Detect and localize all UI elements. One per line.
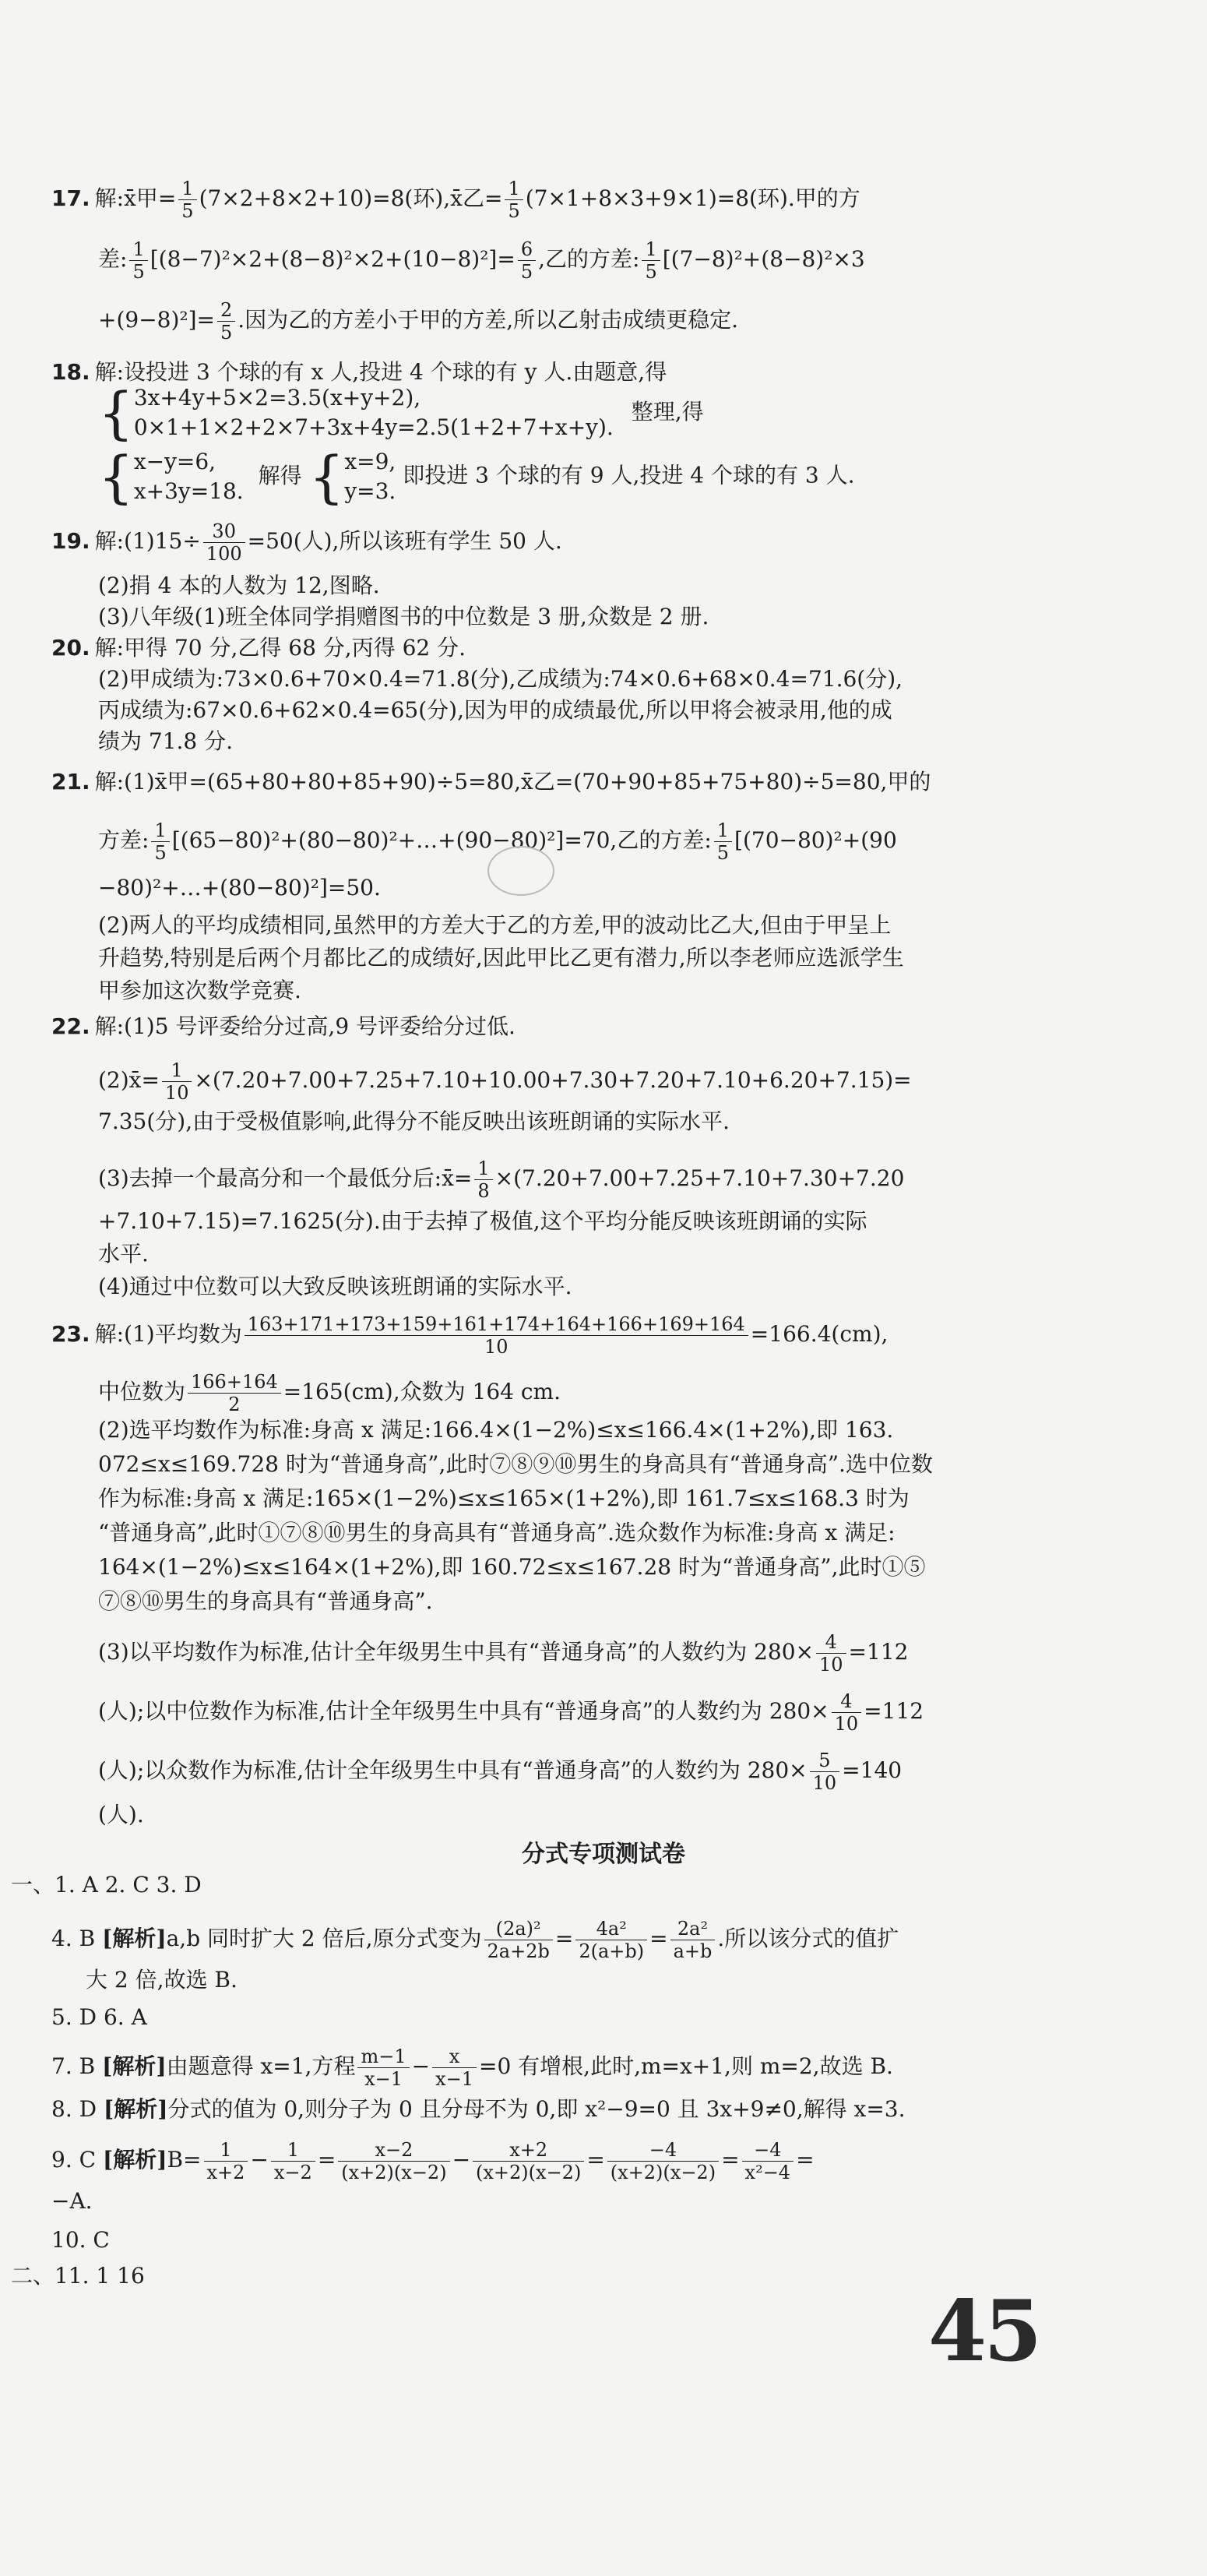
question-number: 19.	[51, 528, 90, 554]
fraction: $\frac{\text{(2a)²}}{2a+2b}$	[484, 1918, 553, 1962]
fraction: $\frac{5}{10}$	[810, 1750, 840, 1794]
q22-line-1: 22. 解:(1)5 号评委给分过高,9 号评委给分过低.	[51, 1013, 516, 1039]
q17-line-2: 差: $\frac{1}{5}$ [(8−7)²×2+(8−8)²×2+(10−8)²]= $\frac{6}{5}$ ,乙的方差: $\frac{1}{5}$ [(7−8)²+(8−8)²×3	[98, 238, 865, 283]
answer-7: 7. B [解析]由题意得 x=1,方程 $\frac{m-1}{x-1}$ − $\frac{x}{x-1}$ =0 有增根,此时,m=x+1,则 m=2,故选 B.	[51, 2046, 893, 2090]
fraction: $\frac{1}{5}$	[505, 178, 523, 222]
q19-line-1: 19. 解:(1)15÷ $\frac{30}{100}$ =50(人),所以该班有学生 50 人.	[51, 520, 562, 565]
q21-line-4: (2)两人的平均成绩相同,虽然甲的方差大于乙的方差,甲的波动比乙大,但由于甲呈上	[98, 912, 892, 938]
q21-line-6: 甲参加这次数学竞赛.	[98, 978, 301, 1003]
q23-line-11: (人);以众数作为标准,估计全年级男生中具有“普通身高”的人数约为 280× $\frac{5}{10}$ =140	[98, 1750, 903, 1794]
fraction: $\frac{1}{5}$	[714, 819, 732, 864]
fraction: $\frac{-4}{(x+2)(x-2)}$	[607, 2139, 719, 2183]
q20-line-4: 绩为 71.8 分.	[98, 728, 234, 754]
answer-4-line-1: 4. B [解析]a,b 同时扩大 2 倍后,原分式变为 $\frac{\text{(2a)²}}{2a+2b}$ = $\frac{\text{4a²}}{2(a+b)}$ = $\frac{\text{2a²}}{a+b}$ .所以该分式的值扩	[51, 1918, 899, 1962]
q23-line-12: (人).	[98, 1802, 144, 1827]
q18-system-1: { 3x+4y+5×2=3.5(x+y+2), 0×1+1×2+2×7+3x+4y=2.5(1+2+7+x+y). 整理,得	[98, 380, 704, 446]
answer-10: 10. C	[51, 2227, 110, 2253]
question-number: 18.	[51, 359, 90, 385]
q21-line-3: −80)²+…+(80−80)²]=50.	[98, 875, 381, 900]
q20-line-2: (2)甲成绩为:73×0.6+70×0.4=71.8(分),乙成绩为:74×0.6+68×0.4=71.6(分),	[98, 666, 903, 692]
q22-line-4: (3)去掉一个最高分和一个最低分后:x̄= $\frac{1}{8}$ ×(7.20+7.00+7.25+7.10+7.30+7.20	[98, 1158, 905, 1202]
fraction: $\frac{163+171+173+159+161+174+164+166+169+164}{10}$	[245, 1313, 748, 1358]
q22-line-2: (2)x̄= $\frac{1}{10}$ ×(7.20+7.00+7.25+7.10+10.00+7.30+7.20+7.10+6.20+7.15)=	[98, 1059, 912, 1104]
q18-system-2: { x−y=6, x+3y=18. 解得 { x=9, y=3. 即投进 3 个球的有 9 人,投进 4 个球的有 3 人.	[98, 444, 855, 509]
q23-line-7: 164×(1−2%)≤x≤164×(1+2%),即 160.72≤x≤167.28 时为“普通身高”,此时①⑤	[98, 1554, 926, 1580]
q23-line-5: 作为标准:身高 x 满足:165×(1−2%)≤x≤165×(1+2%),即 161.7≤x≤168.3 时为	[98, 1485, 910, 1511]
answer-1-3: 一、1. A 2. C 3. D	[11, 1872, 202, 1898]
fraction: $\frac{1}{5}$	[151, 819, 169, 864]
q23-line-1: 23. 解:(1)平均数为 $\frac{163+171+173+159+161+174+164+166+169+164}{10}$ =166.4(cm),	[51, 1313, 889, 1358]
page-number: 45	[928, 2282, 1040, 2380]
fraction: $\frac{4}{10}$	[816, 1631, 846, 1676]
fraction: $\frac{1}{5}$	[129, 238, 147, 283]
question-number: 20.	[51, 635, 90, 661]
q20-line-3: 丙成绩为:67×0.6+62×0.4=65(分),因为甲的成绩最优,所以甲将会被录用,他的成	[98, 697, 892, 723]
fraction: $\frac{30}{100}$	[203, 520, 245, 565]
fraction: $\frac{1}{8}$	[474, 1158, 492, 1202]
answer-9-line-2: −A.	[51, 2188, 93, 2214]
fraction: $\frac{\text{4a²}}{2(a+b)}$	[575, 1918, 647, 1962]
q21-line-5: 升趋势,特别是后两个月都比乙的成绩好,因此甲比乙更有潜力,所以李老师应选派学生	[98, 945, 904, 971]
q21-line-2: 方差: $\frac{1}{5}$ [(65−80)²+(80−80)²+…+(90−80)²]=70,乙的方差: $\frac{1}{5}$ [(70−80)²+(90	[98, 819, 897, 864]
fraction: $\frac{2}{5}$	[217, 299, 235, 344]
fraction: $\frac{1}{10}$	[162, 1059, 192, 1104]
fraction: $\frac{\text{2a²}}{a+b}$	[670, 1918, 716, 1962]
answer-8: 8. D [解析]分式的值为 0,则分子为 0 且分母不为 0,即 x²−9=0 且 3x+9≠0,解得 x=3.	[51, 2096, 906, 2122]
fraction: $\frac{x-2}{(x+2)(x-2)}$	[338, 2139, 449, 2183]
question-number: 23.	[51, 1321, 90, 1347]
q23-line-8: ⑦⑧⑩男生的身高具有“普通身高”.	[98, 1588, 433, 1614]
q20-line-1: 20. 解:甲得 70 分,乙得 68 分,丙得 62 分.	[51, 635, 466, 661]
fraction: $\frac{1}{5}$	[178, 178, 196, 222]
question-number: 17.	[51, 185, 90, 211]
q17-line-1: 17. 解:x̄甲= $\frac{1}{5}$ (7×2+8×2+10)=8(环),x̄乙= $\frac{1}{5}$ (7×1+8×3+9×1)=8(环).甲的方	[51, 178, 860, 222]
fraction: $\frac{1}{x-2}$	[271, 2139, 315, 2183]
fraction: $\frac{1}{x+2}$	[204, 2139, 248, 2183]
answer-4-line-2: 大 2 倍,故选 B.	[86, 1967, 238, 1993]
q22-line-3: 7.35(分),由于受极值影响,此得分不能反映出该班朗诵的实际水平.	[98, 1108, 730, 1134]
fraction: $\frac{1}{5}$	[642, 238, 660, 283]
section-title: 分式专项测试卷	[522, 1841, 685, 1868]
question-number: 21.	[51, 769, 90, 795]
q23-line-3: (2)选平均数作为标准:身高 x 满足:166.4×(1−2%)≤x≤166.4×(1+2%),即 163.	[98, 1417, 894, 1443]
q23-line-2: 中位数为 $\frac{166+164}{2}$ =165(cm),众数为 164 cm.	[98, 1371, 561, 1415]
q18-line-1: 18. 解:设投进 3 个球的有 x 人,投进 4 个球的有 y 人.由题意,得	[51, 359, 667, 385]
q23-line-6: “普通身高”,此时①⑦⑧⑩男生的身高具有“普通身高”.选众数作为标准:身高 x 满足:	[98, 1520, 896, 1545]
q17-line-3: +(9−8)²]= $\frac{2}{5}$ .因为乙的方差小于甲的方差,所以乙射击成绩更稳定.	[98, 299, 739, 344]
watermark-stamp	[487, 846, 554, 896]
fraction: $\frac{-4}{\text{x²−4}}$	[742, 2139, 794, 2183]
q23-line-9: (3)以平均数作为标准,估计全年级男生中具有“普通身高”的人数约为 280× $\frac{4}{10}$ =112	[98, 1631, 909, 1676]
fraction: $\frac{x}{x-1}$	[432, 2046, 477, 2090]
fraction: $\frac{166+164}{2}$	[188, 1371, 281, 1415]
fraction: $\frac{6}{5}$	[518, 238, 536, 283]
q19-line-2: (2)捐 4 本的人数为 12,图略.	[98, 573, 380, 598]
answer-5-6: 5. D 6. A	[51, 2004, 147, 2030]
answer-11: 二、11. 1 16	[11, 2263, 145, 2289]
q22-line-6: 水平.	[98, 1241, 149, 1267]
q19-line-3: (3)八年级(1)班全体同学捐赠图书的中位数是 3 册,众数是 2 册.	[98, 604, 709, 629]
answer-9-line-1: 9. C [解析]B= $\frac{1}{x+2}$ − $\frac{1}{x-2}$ = $\frac{x-2}{(x+2)(x-2)}$ − $\frac{x+2}{(x+2)(x-2)}$ = $\frac{-4}{(x+2)(x-2)}$ = $\frac{-4}{\text{x²−4}}$ =	[51, 2139, 815, 2183]
q22-line-7: (4)通过中位数可以大致反映该班朗诵的实际水平.	[98, 1274, 572, 1299]
fraction: $\frac{x+2}{(x+2)(x-2)}$	[473, 2139, 584, 2183]
q23-line-4: 072≤x≤169.728 时为“普通身高”,此时⑦⑧⑨⑩男生的身高具有“普通身高”.选中位数	[98, 1451, 933, 1477]
q21-line-1: 21. 解:(1)x̄甲=(65+80+80+85+90)÷5=80,x̄乙=(70+90+85+75+80)÷5=80,甲的	[51, 769, 931, 795]
q22-line-5: +7.10+7.15)=7.1625(分).由于去掉了极值,这个平均分能反映该班朗诵的实际	[98, 1208, 867, 1234]
question-number: 22.	[51, 1013, 90, 1039]
fraction: $\frac{m-1}{x-1}$	[357, 2046, 409, 2090]
q23-line-10: (人);以中位数作为标准,估计全年级男生中具有“普通身高”的人数约为 280× $\frac{4}{10}$ =112	[98, 1690, 924, 1735]
fraction: $\frac{4}{10}$	[832, 1690, 862, 1735]
